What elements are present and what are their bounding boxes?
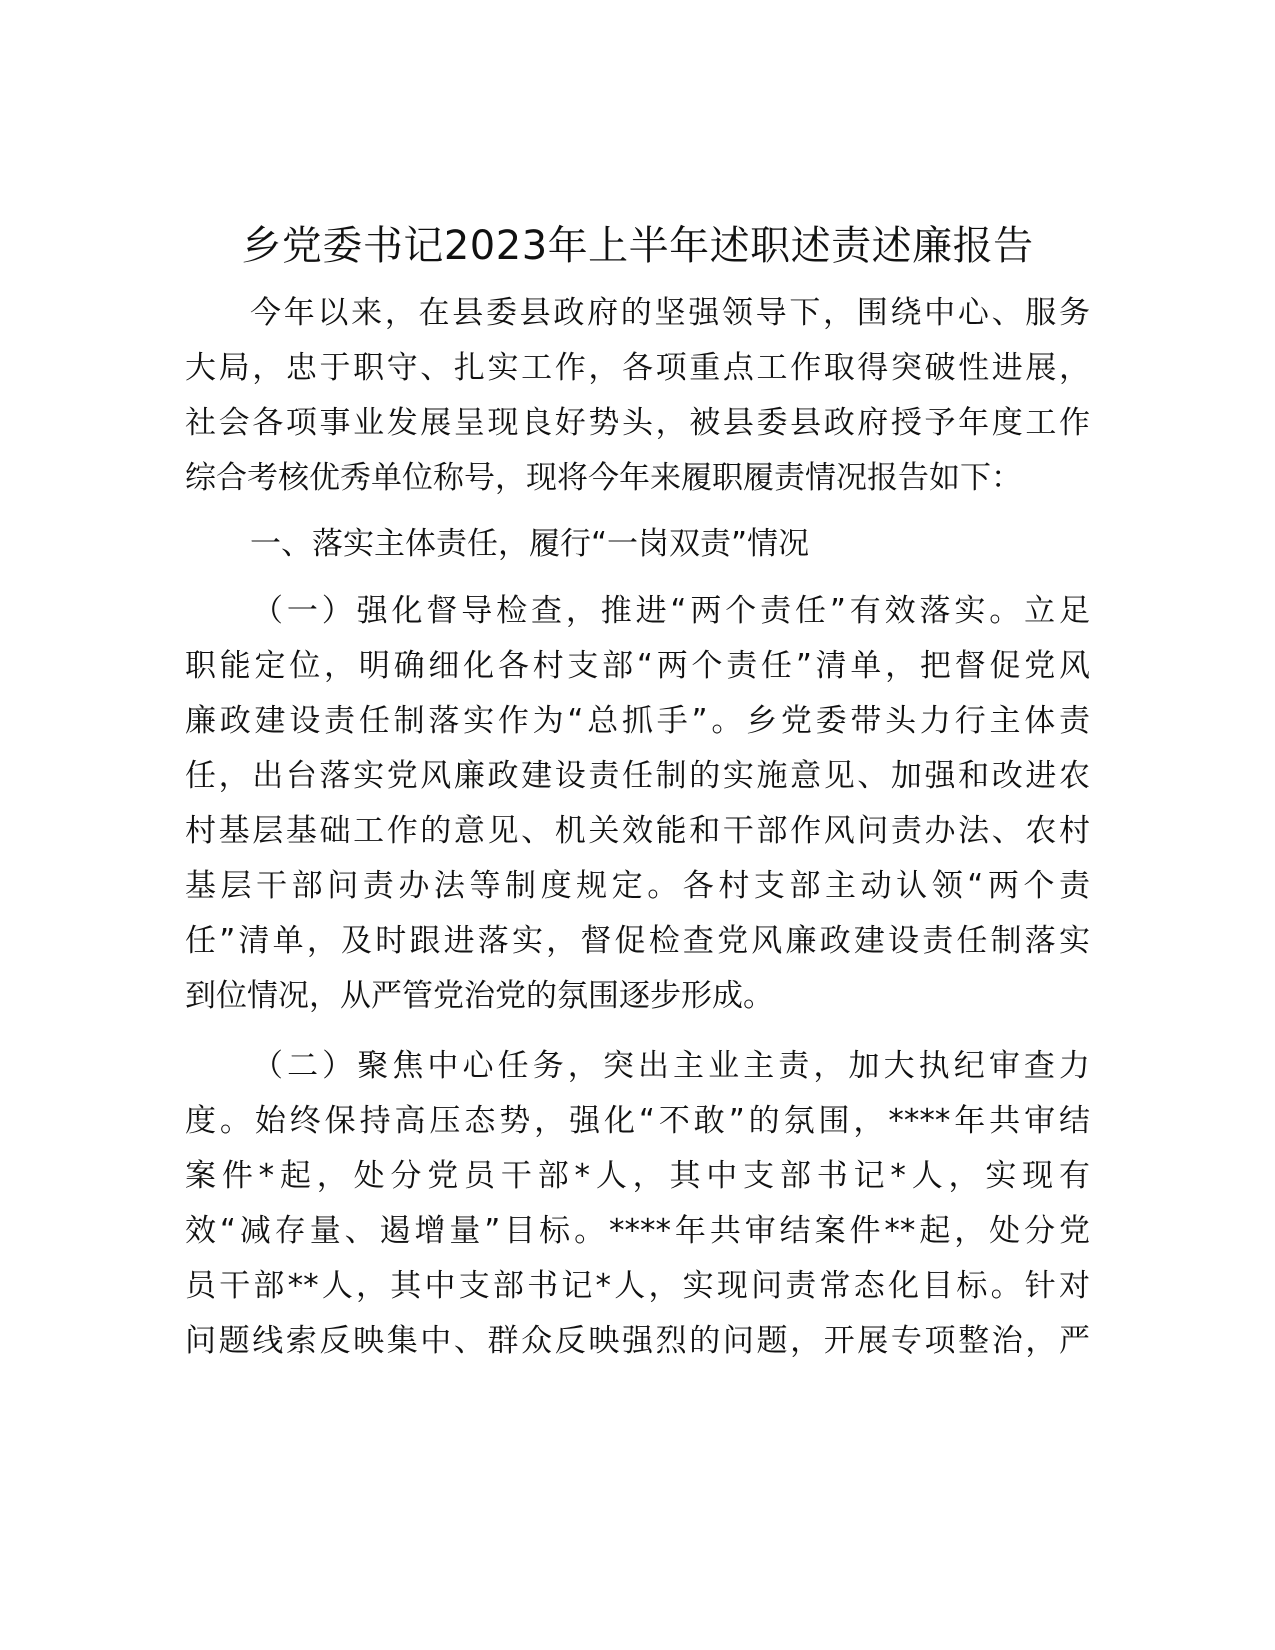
section-heading: 一、落实主体责任，履行“一岗双责”情况 — [250, 526, 810, 562]
intro-line: 今年以来，在县委县政府的坚强领导下，围绕中心、服务 — [250, 295, 1090, 331]
paragraph-line: 案件*起，处分党员干部*人，其中支部书记*人，实现有 — [185, 1158, 1090, 1194]
paragraph-line: （一）强化督导检查，推进“两个责任”有效落实。立足 — [252, 593, 1090, 629]
paragraph-line: （二）聚焦中心任务，突出主业主责，加大执纪审查力 — [252, 1048, 1090, 1084]
paragraph-line: 村基层基础工作的意见、机关效能和干部作风问责办法、农村 — [185, 813, 1090, 849]
paragraph-line: 员干部**人，其中支部书记*人，实现问责常态化目标。针对 — [185, 1268, 1090, 1304]
paragraph-line: 廉政建设责任制落实作为“总抓手”。乡党委带头力行主体责 — [185, 703, 1090, 739]
document-title: 乡党委书记2023年上半年述职述责述廉报告 — [241, 223, 1034, 269]
paragraph-line: 任，出台落实党风廉政建设责任制的实施意见、加强和改进农 — [185, 758, 1090, 794]
intro-line: 大局，忠于职守、扎实工作，各项重点工作取得突破性进展， — [185, 350, 1090, 386]
paragraph-line: 到位情况，从严管党治党的氛围逐步形成。 — [185, 978, 774, 1014]
intro-line: 综合考核优秀单位称号，现将今年来履职履责情况报告如下： — [185, 460, 1022, 496]
paragraph-line: 效“减存量、遏增量”目标。****年共审结案件**起，处分党 — [185, 1213, 1090, 1249]
paragraph-line: 度。始终保持高压态势，强化“不敢”的氛围，****年共审结 — [185, 1103, 1090, 1139]
intro-line: 社会各项事业发展呈现良好势头，被县委县政府授予年度工作 — [185, 405, 1090, 441]
paragraph-line: 问题线索反映集中、群众反映强烈的问题，开展专项整治，严 — [185, 1323, 1090, 1359]
paragraph-line: 任”清单，及时跟进落实，督促检查党风廉政建设责任制落实 — [185, 923, 1090, 959]
paragraph-line: 职能定位，明确细化各村支部“两个责任”清单，把督促党风 — [185, 648, 1090, 684]
paragraph-line: 基层干部问责办法等制度规定。各村支部主动认领“两个责 — [185, 868, 1090, 904]
